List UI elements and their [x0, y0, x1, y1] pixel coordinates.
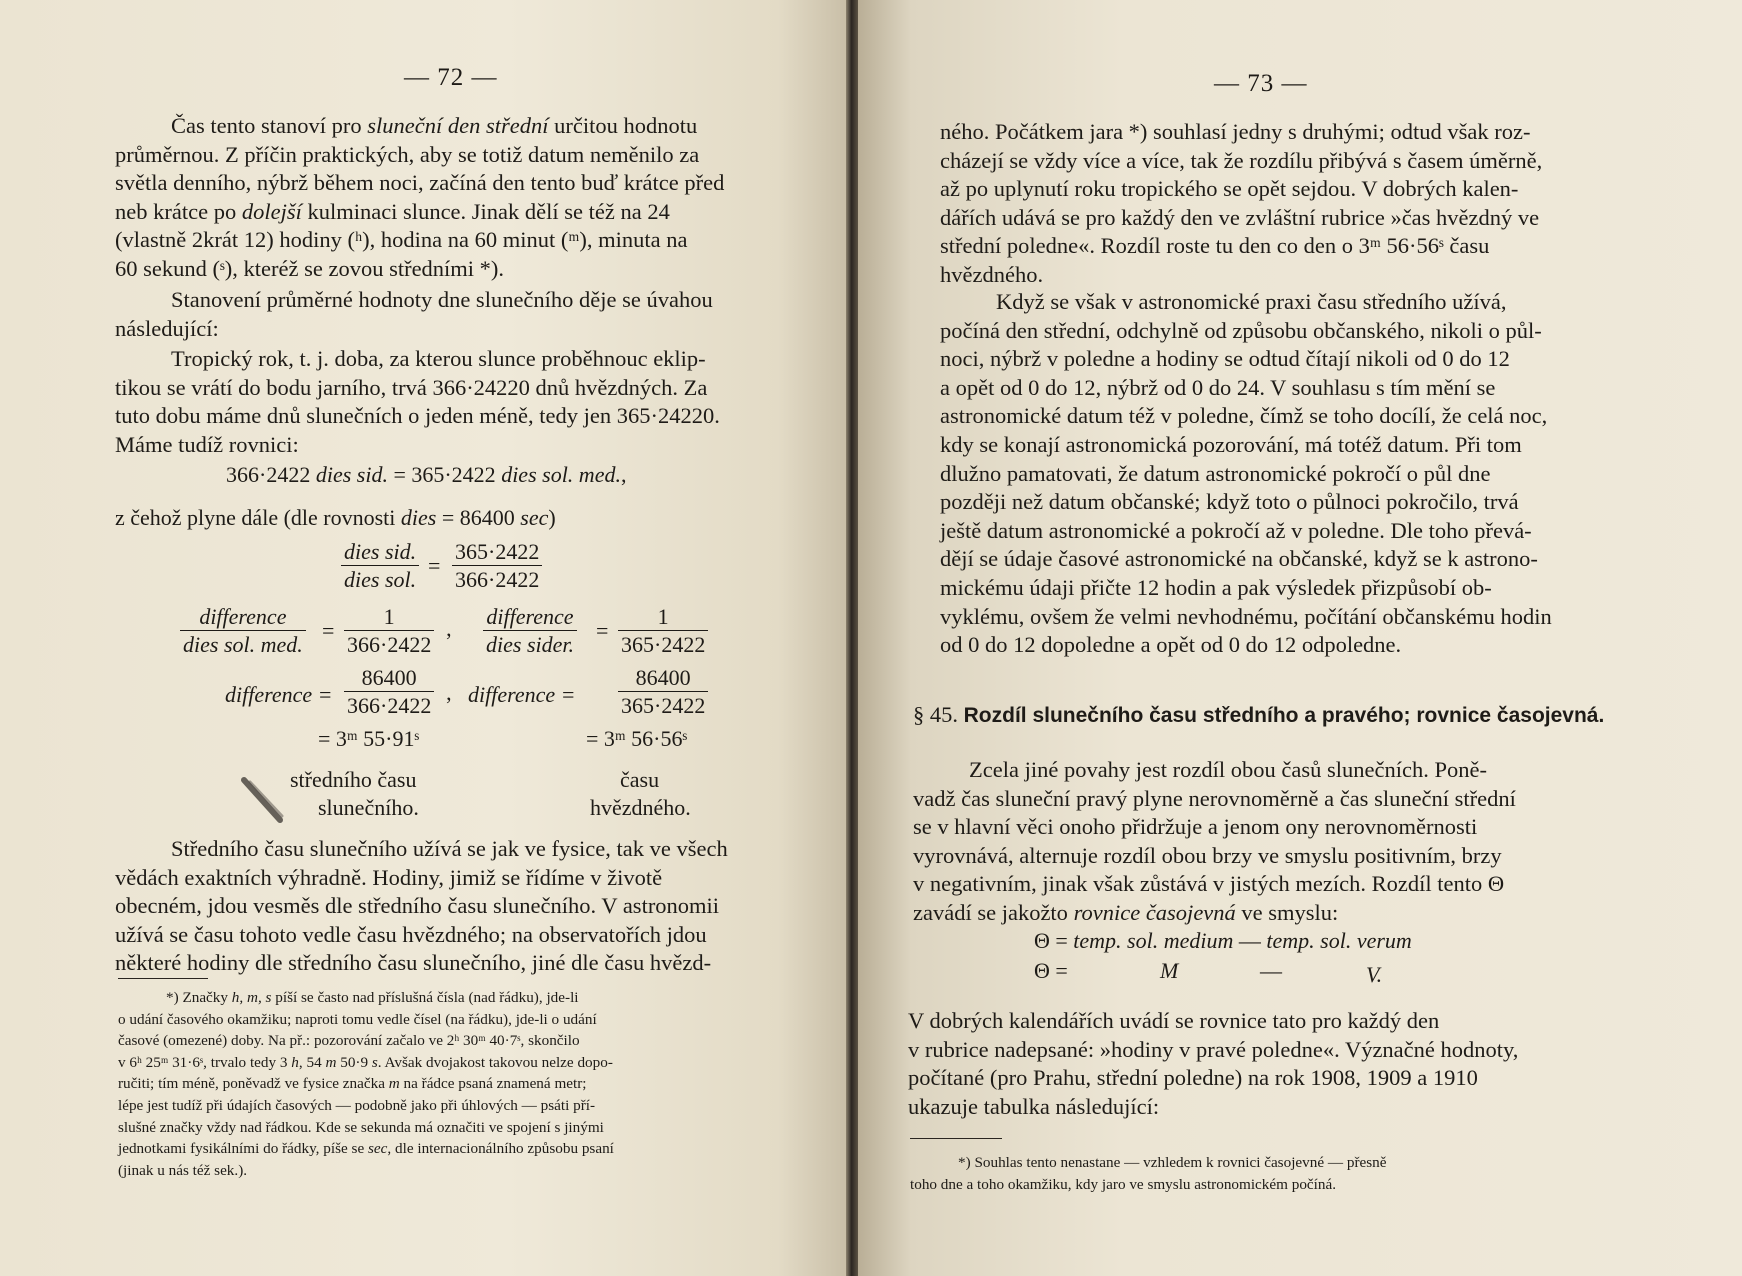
page-number: — 72 — [404, 64, 498, 91]
equation-lhs: difference = [225, 682, 333, 707]
text-line: v rubrice nadepsané: »hodiny v pravé poledne«. Význačné hodnoty, [908, 1036, 1519, 1062]
equation-dash: — [1260, 958, 1282, 983]
equation-lhs: difference = [468, 682, 576, 707]
text-line: mickému údaji přičte 12 hodin a pak výsledek přizpůsobí ob- [940, 574, 1492, 600]
text-line: střední poledne«. Rozdíl roste tu den co den o 3ᵐ 56·56ˢ času [940, 233, 1490, 259]
section-number: § 45. [913, 702, 958, 727]
text-line: vadž čas sluneční pravý plyne nerovnoměrně a čas sluneční střední [913, 785, 1516, 811]
text-line: Když se však v astronomické praxi času středního užívá, [996, 289, 1507, 314]
page-number: — 73 — [1214, 70, 1308, 97]
fraction [344, 664, 434, 719]
footnote [910, 1152, 1700, 1195]
denominator: 365·2422 [618, 630, 708, 658]
footnote-line: *) Značky h, m, s píší se často nad příslušná čísla (nad řádku), jde-li [166, 989, 579, 1006]
text-line: užívá se času tohoto vedle času hvězdného; na observatořích jdou [115, 921, 707, 947]
result-value: = 3ᵐ 55·91ˢ [318, 726, 420, 751]
footnote-line: *) Souhlas tento nenastane — vzhledem k rovnici časojevné — přesně [958, 1154, 1387, 1171]
denominator: 366·2422 [452, 565, 542, 593]
text-line: Máme tudíž rovnici: [115, 431, 299, 457]
numerator: 86400 [361, 665, 417, 690]
text-line: hvězdného. [940, 261, 1044, 287]
equation-lhs: Θ = [1034, 958, 1068, 983]
result-label: slunečního. [318, 795, 419, 820]
text-line: (vlastně 2krát 12) hodiny (ʰ), hodina na 60 minut (ᵐ), minuta na [115, 227, 688, 253]
numerator: 365·2422 [455, 539, 540, 564]
text-line: a opět od 0 do 12, nýbrž od 0 do 24. V souhlasu s tím mění se [940, 374, 1496, 400]
paragraph [908, 1007, 1708, 1121]
text-line: v negativním, jinak však zůstává v jistých mezích. Rozdíl tento Θ [913, 871, 1505, 897]
numerator: dies sid. [344, 539, 417, 564]
text-line: kdy se konají astronomická pozorování, má totéž datum. Při tom [940, 431, 1522, 457]
footnote-line: v 6ʰ 25ᵐ 31·6ˢ, trvalo tedy 3 h, 54 m 50·9 s. Avšak dvojakost takovou nelze dopo- [118, 1053, 613, 1071]
equation: 366·2422 dies sid. = 365·2422 dies sol. med., [226, 462, 627, 487]
text-line: některé hodiny dle středního času slunečního, jiné dle času hvězd- [115, 950, 712, 976]
text-line: průměrnou. Z příčin praktických, aby se totiž datum neměnilo za [115, 141, 700, 167]
paragraph [940, 288, 1720, 660]
denominator: 366·2422 [344, 691, 434, 719]
numerator: difference [199, 604, 287, 629]
text-line: počíná den střední, odchylně od způsobu občanského, nikoli o půl- [940, 317, 1542, 343]
equation-term: V. [1366, 962, 1383, 987]
equation-term: M [1160, 958, 1179, 983]
text-line: ukazuje tabulka následující: [908, 1093, 1160, 1119]
text-line: od 0 do 12 dopoledne a opět od 0 do 12 odpoledne. [940, 632, 1402, 658]
denominator: 365·2422 [618, 691, 708, 719]
text-line: cházejí se vždy více a více, tak že rozdílu přibývá s časem úměrně, [940, 147, 1543, 173]
text-line: dářích udává se pro každý den ve zvláštní rubrice »čas hvězdný ve [940, 204, 1540, 230]
text-line: světla denního, nýbrž během noci, začíná den tento buď krátce před [115, 170, 725, 196]
text-line: Čas tento stanoví pro sluneční den střední určitou hodnotu [171, 113, 698, 138]
denominator: dies sol. [341, 565, 419, 593]
fraction [344, 603, 434, 658]
denominator: dies sider. [483, 630, 577, 658]
text-line: 60 sekund (ˢ), kteréž se zovou středními *). [115, 255, 505, 281]
text-line: tuto dobu máme dnů slunečních o jeden méně, tedy jen 365·24220. [115, 403, 720, 429]
text-line: astronomické datum též v poledne, čímž se toho docílí, že celá noc, [940, 403, 1548, 429]
equals-sign: = [596, 618, 609, 643]
paragraph [115, 835, 815, 978]
book-gutter [846, 0, 858, 1276]
footnote-line: časové (omezené) doby. Na př.: pozorování začalo ve 2ʰ 30ᵐ 40·7ˢ, skončilo [118, 1032, 580, 1050]
fraction [618, 603, 708, 658]
result-label: času [620, 767, 660, 792]
numerator: 86400 [635, 665, 691, 690]
text-line: se v hlavní věci onoho přidržuje a jenom ony nerovnoměrnosti [913, 814, 1478, 840]
result-value: = 3ᵐ 56·56ˢ [586, 726, 688, 751]
text-line: V dobrých kalendářích uvádí se rovnice tato pro každý den [908, 1008, 1440, 1033]
result-label: hvězdného. [590, 795, 691, 820]
text-line: počítané (pro Prahu, střední poledne) na rok 1908, 1909 a 1910 [908, 1065, 1478, 1091]
text-line: ještě datum astronomické a pokročí až v poledne. Dle toho převá- [940, 517, 1532, 543]
footnote-line: jednotkami fysikálními do řádky, píše se sec, dle internacionálního způsobu psaní [118, 1140, 614, 1158]
text-line: tikou se vrátí do bodu jarního, trvá 366·24220 dnů hvězdných. Za [115, 374, 708, 400]
footnote-line: ručiti; tím méně, poněvadž ve fysice značka m na řádce psaná znamená metr; [118, 1075, 587, 1093]
footnote-line: slušné značky vždy nad řádkou. Kde se sekunda má označiti ve spojení s jinými [118, 1118, 604, 1136]
section-title: Rozdíl slunečního času středního a pravého; rovnice časojevná. [963, 704, 1605, 727]
text-line: obecném, jdou vesměs dle středního času slunečního. V astronomii [115, 893, 720, 919]
footnote-divider [118, 978, 208, 979]
text-line: zavádí se jakožto rovnice časojevná ve smyslu: [913, 899, 1339, 925]
comma: ’ [445, 628, 453, 653]
text-line: Stanovení průměrné hodnoty dne slunečního děje se úvahou [171, 287, 713, 312]
numerator: difference [486, 604, 574, 629]
footnote-line: toho dne a toho okamžiku, kdy jaro ve smyslu astronomickém počíná. [910, 1175, 1337, 1193]
equation: Θ = temp. sol. medium — temp. sol. verum [1034, 928, 1412, 953]
equals-sign: = [428, 553, 441, 578]
footnote-line: lépe jest tudíž při údajích časových — podobně jako při úhlových — psáti pří- [118, 1096, 596, 1114]
text-line: vědách exaktních výhradně. Hodiny, jimiž se řídíme v životě [115, 864, 663, 890]
footnote-line: (jinak u nás též sek.). [118, 1161, 248, 1179]
fraction [483, 603, 577, 658]
paragraph [115, 286, 815, 343]
denominator: dies sol. med. [180, 630, 306, 658]
paragraph [940, 118, 1720, 290]
text-line: neb krátce po dolejší kulminaci slunce. Jinak dělí se též na 24 [115, 198, 670, 224]
text-line: následující: [115, 315, 219, 341]
text-line: dějí se údaje časové astronomické na občanské, když se k astrono- [940, 546, 1538, 572]
fraction [452, 538, 542, 593]
footnote [118, 987, 808, 1181]
result-label: středního času [290, 767, 417, 792]
text-line: Středního času slunečního užívá se jak ve fysice, tak ve všech [171, 836, 728, 861]
equals-sign: = [322, 618, 335, 643]
denominator: 366·2422 [344, 630, 434, 658]
text-line: noci, nýbrž v poledne a hodiny se odtud čítají nikoli od 0 do 12 [940, 346, 1510, 372]
text-line: vyklému, ovšem že velmi nevhodnému, počítání občanskému hodin [940, 603, 1552, 629]
comma: ’ [445, 692, 453, 717]
text-line: dlužno pamatovati, že datum astronomické pokročí o půl dne [940, 460, 1491, 486]
numerator: 1 [657, 604, 669, 629]
right-page [858, 0, 1742, 1276]
text-line: z čehož plyne dále (dle rovnosti dies = 86400 sec) [115, 505, 556, 530]
text-line: ného. Počátkem jara *) souhlasí jedny s druhými; odtud však roz- [940, 119, 1531, 144]
text-line: vyrovnává, alternuje rozdíl obou brzy ve smyslu positivním, brzy [913, 842, 1502, 868]
text-line: Zcela jiné povahy jest rozdíl obou časů slunečních. Poně- [969, 757, 1487, 782]
footnote-divider [910, 1138, 1002, 1139]
paragraph [115, 345, 815, 459]
left-page [0, 0, 846, 1276]
fraction [618, 664, 708, 719]
paragraph [913, 756, 1713, 928]
pencil-mark-icon [240, 776, 286, 826]
paragraph [115, 112, 815, 284]
text-line: Tropický rok, t. j. doba, za kterou slunce proběhnouc eklip- [171, 346, 706, 371]
section-heading [913, 702, 1604, 728]
text-line: až po uplynutí roku tropického se opět sejdou. V dobrých kalen- [940, 176, 1519, 202]
fraction [341, 538, 419, 593]
text-line: později než datum občanské; když toto o půlnoci pokročilo, trvá [940, 489, 1519, 515]
fraction [180, 603, 306, 658]
numerator: 1 [383, 604, 395, 629]
footnote-line: o udání časového okamžiku; naproti tomu vedle čísel (na řádku), jde-li o udání [118, 1010, 597, 1028]
